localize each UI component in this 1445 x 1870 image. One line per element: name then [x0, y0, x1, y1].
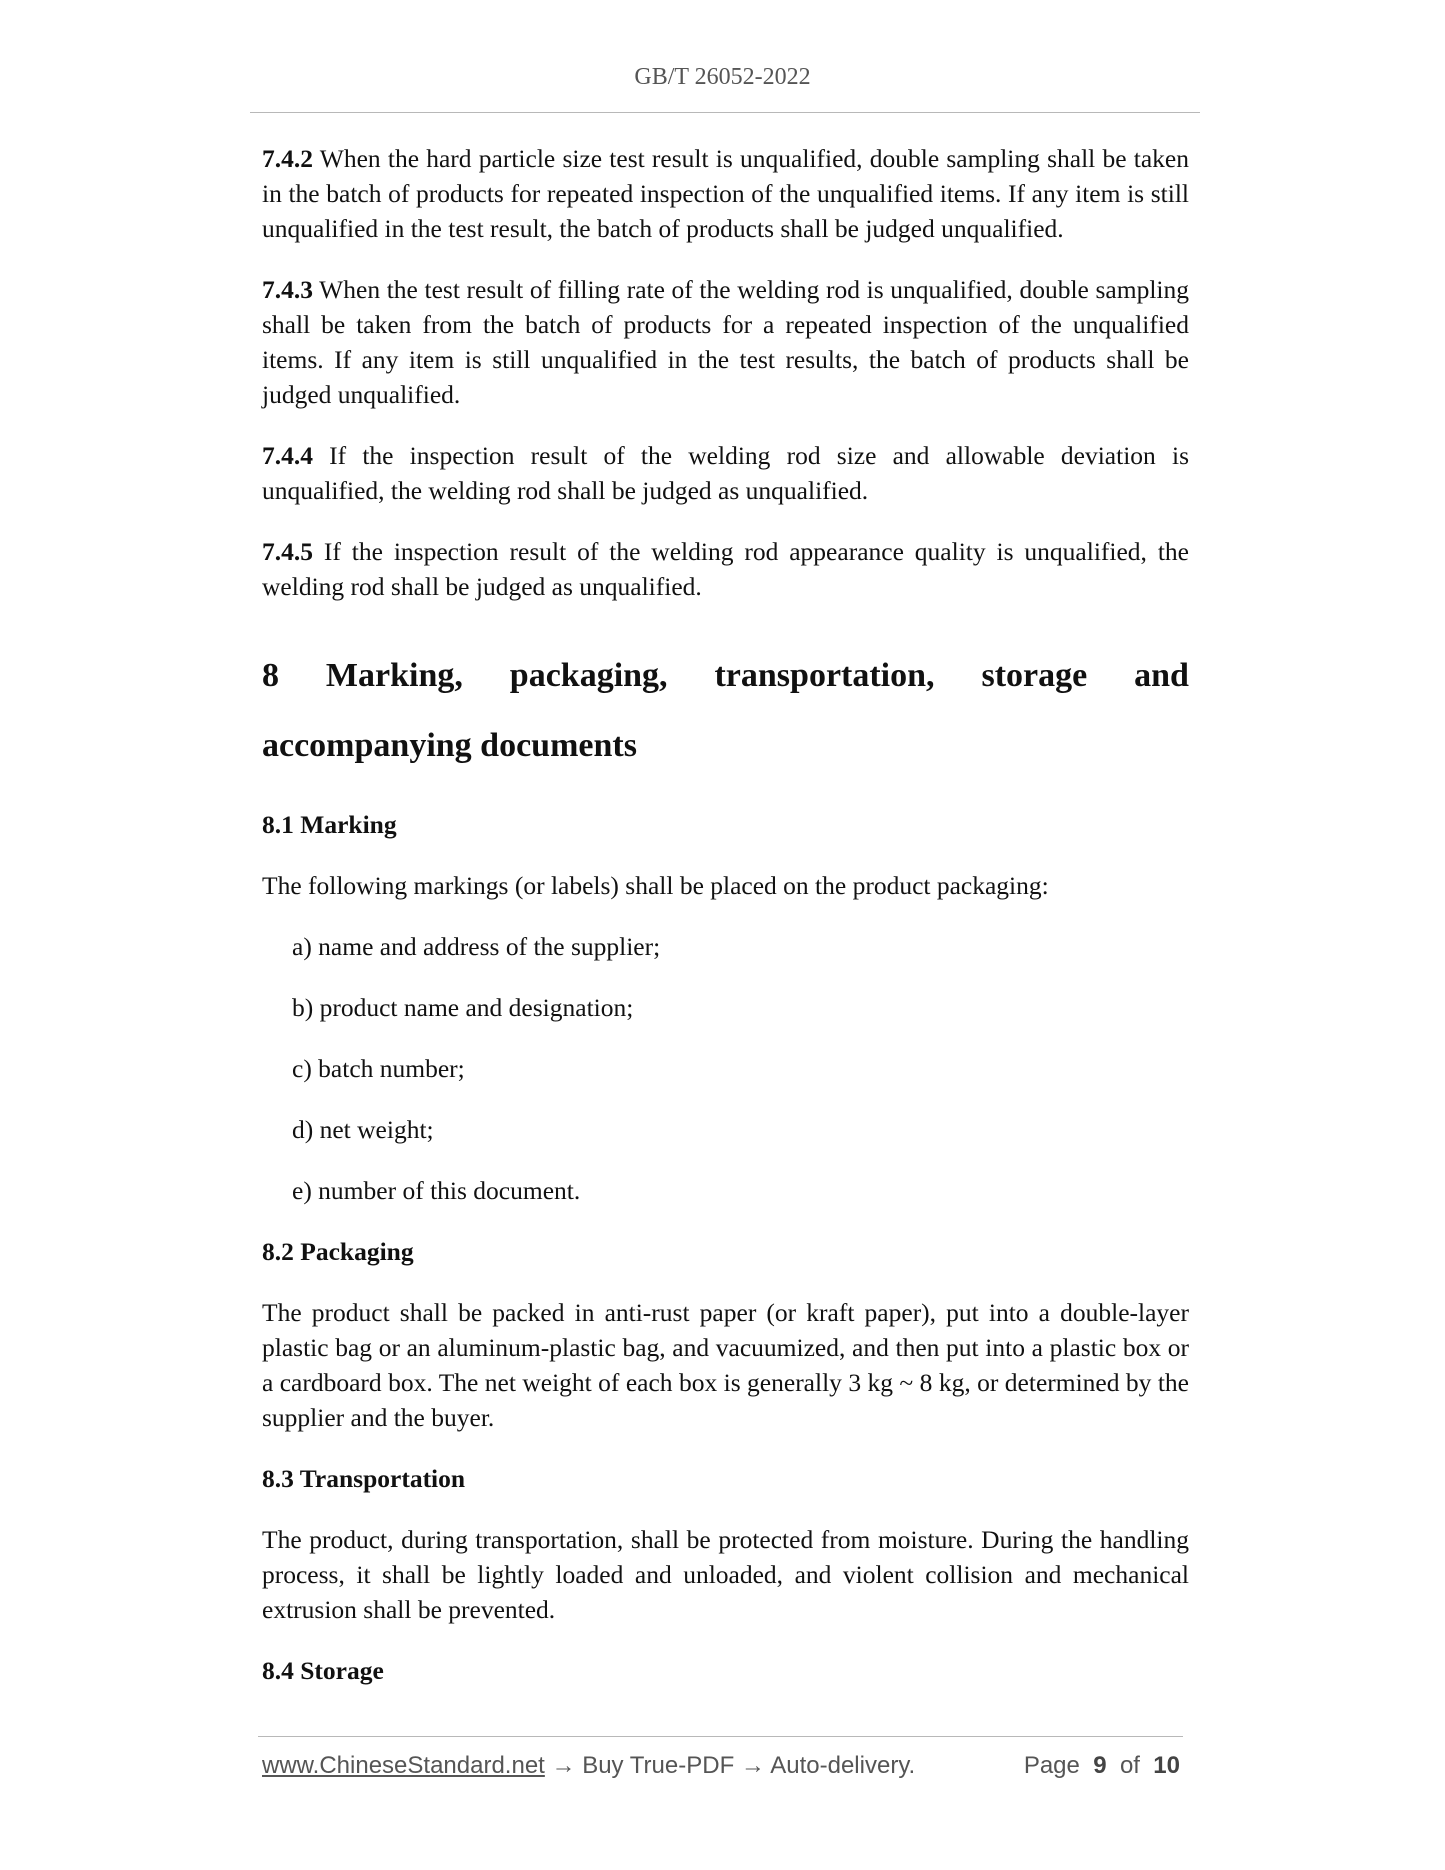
heading-word: Marking, — [325, 657, 463, 694]
heading-word: and — [1134, 657, 1189, 694]
heading-word: transportation, — [714, 657, 935, 694]
clause-text: When the test result of filling rate of the welding rod is unqualified, double sampling shall be taken from the batch of products for a repeated inspection of the unqualified items. If any item is still unqualified in the test results, the batch of products shall be judged unqualified. — [262, 275, 1189, 409]
clause-number: 7.4.5 — [262, 537, 313, 566]
footer-divider — [258, 1736, 1183, 1737]
clause-number: 7.4.3 — [262, 275, 313, 304]
heading-word: packaging, — [509, 657, 668, 694]
packaging-text: The product shall be packed in anti-rust paper (or kraft paper), put into a double-layer plastic bag or an aluminum-plastic bag, and vacuumized, and then put into a plastic box or a cardboard box. The net weight of each box is generally 3 kg ~ 8 kg, or determined by the supplier and the buyer. — [262, 1298, 1189, 1432]
delivery-text: Auto-delivery. — [770, 1752, 916, 1779]
clause-7-4-3 — [262, 272, 1189, 412]
clause-text: If the inspection result of the welding rod appearance quality is unqualified, the welding rod shall be judged as unqualified. — [262, 537, 1189, 601]
heading-word: storage — [981, 657, 1088, 694]
buy-text: Buy True-PDF — [582, 1752, 735, 1779]
section-8-heading — [262, 641, 1189, 781]
website-link[interactable]: www.ChineseStandard.net — [262, 1752, 545, 1779]
page-content — [262, 141, 1189, 1714]
page-total: 10 — [1153, 1752, 1180, 1779]
clause-7-4-2 — [262, 141, 1189, 246]
subsection-8-2-title: 8.2 Packaging — [262, 1237, 414, 1266]
section-8-heading-line-1 — [262, 641, 1189, 711]
page-current: 9 — [1093, 1752, 1107, 1779]
clause-number: 7.4.2 — [262, 144, 313, 173]
clause-7-4-4 — [262, 438, 1189, 508]
arrow-icon: → — [740, 1752, 765, 1779]
heading-word: 8 — [262, 657, 279, 694]
list-item: d) net weight; — [292, 1115, 434, 1144]
of-label: of — [1119, 1752, 1140, 1779]
marking-intro: The following markings (or labels) shall be placed on the product packaging: — [262, 871, 1049, 900]
page-footer — [262, 1752, 1180, 1780]
subsection-8-4-title: 8.4 Storage — [262, 1656, 384, 1685]
clause-text: If the inspection result of the welding rod size and allowable deviation is unqualified, the welding rod shall be judged as unqualified. — [262, 441, 1189, 505]
subsection-8-1-title: 8.1 Marking — [262, 810, 397, 839]
page-label: Page — [1023, 1752, 1080, 1779]
arrow-icon: → — [551, 1752, 576, 1779]
header-divider — [250, 112, 1200, 113]
footer-promo — [262, 1752, 915, 1780]
transportation-text: The product, during transportation, shall be protected from moisture. During the handling process, it shall be lightly loaded and unloaded, and violent collision and mechanical extrusion shall be prevented. — [262, 1525, 1189, 1624]
clause-7-4-5 — [262, 534, 1189, 604]
clause-text: When the hard particle size test result is unqualified, double sampling shall be taken in the batch of products for repeated inspection of the unqualified items. If any item is still unqualified in the test result, the batch of products shall be judged unqualified. — [262, 144, 1189, 243]
document-header: GB/T 26052-2022 — [634, 64, 811, 90]
subsection-8-3-title: 8.3 Transportation — [262, 1464, 466, 1493]
list-item: c) batch number; — [292, 1054, 465, 1083]
clause-number: 7.4.4 — [262, 441, 313, 470]
list-item: e) number of this document. — [292, 1176, 581, 1205]
list-item: a) name and address of the supplier; — [292, 932, 661, 961]
page-indicator — [1024, 1752, 1180, 1780]
section-8-heading-line-2: accompanying documents — [262, 727, 637, 764]
list-item: b) product name and designation; — [292, 993, 634, 1022]
